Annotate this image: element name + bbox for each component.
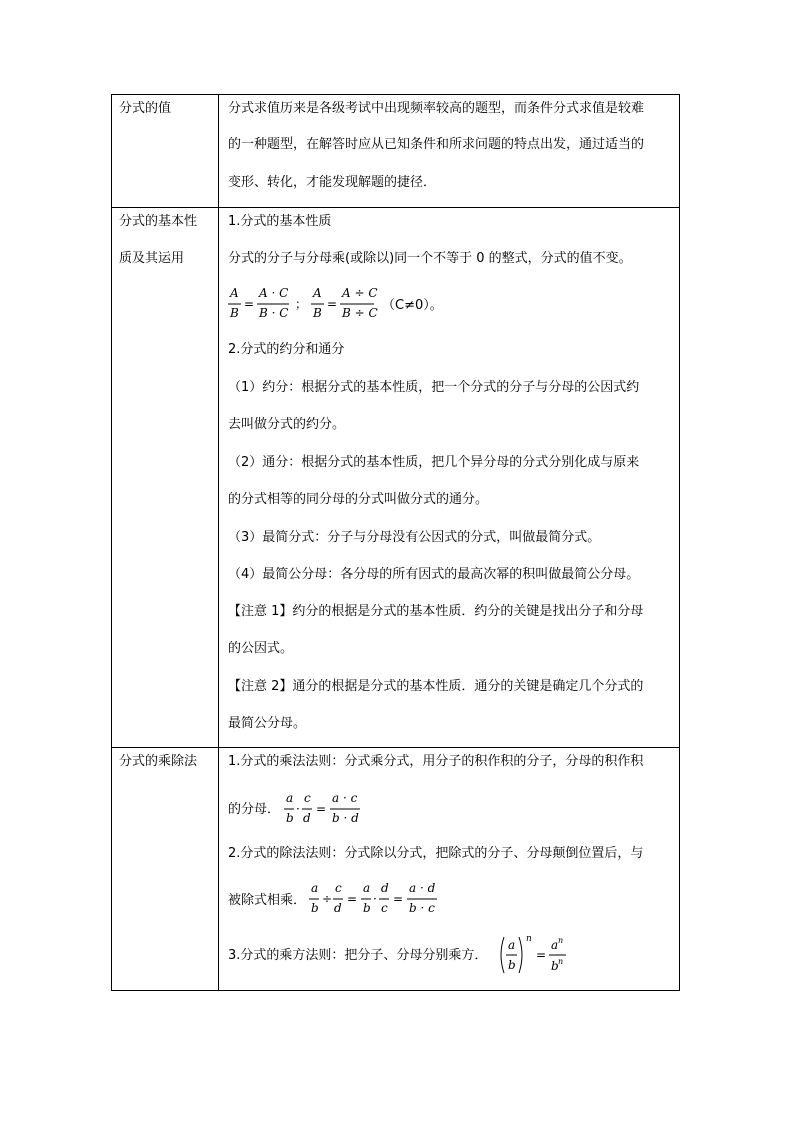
svg-text:b: b [311, 901, 319, 915]
svg-text:·: · [296, 802, 300, 816]
svg-text:a · c: a · c [332, 791, 358, 805]
svg-text:c: c [381, 901, 388, 915]
power-formula [498, 933, 578, 981]
text-line: 最简公分母。 [228, 716, 307, 731]
svg-text:a: a [551, 938, 559, 952]
svg-text:d: d [303, 811, 311, 825]
row-label-multiply-divide: 分式的乘除法 [119, 754, 198, 769]
text-line: 1.分式的基本性质 [228, 214, 332, 229]
svg-text:÷: ÷ [322, 892, 333, 906]
text-line: 【注意 2】通分的根据是分式的基本性质．通分的关键是确定几个分式的 [228, 679, 644, 694]
svg-text:b: b [551, 959, 559, 973]
text-line: 被除式相乘． [228, 893, 307, 908]
text-line: 【注意 1】约分的根据是分式的基本性质．约分的关键是找出分子和分母 [228, 604, 644, 619]
svg-text:·: · [373, 892, 377, 906]
svg-text:b: b [286, 811, 294, 825]
svg-text:B: B [313, 306, 322, 320]
svg-text:B: B [230, 306, 239, 320]
text-line: 的公因式。 [228, 641, 294, 656]
svg-text:A: A [313, 286, 322, 300]
text-line: 分式的分子与分母乘(或除以)同一个不等于 0 的整式，分式的值不变。 [228, 251, 632, 266]
text-line: 去叫做分式的约分。 [228, 417, 346, 432]
svg-text:A · C: A · C [259, 286, 289, 300]
text-line: （2）通分：根据分式的基本性质，把几个异分母的分式分别化成与原来 [228, 455, 640, 470]
svg-text:=: = [316, 802, 327, 816]
row-divider [112, 207, 679, 208]
basic-property-formula [227, 284, 387, 328]
division-formula [309, 879, 449, 923]
knowledge-table [111, 94, 680, 991]
svg-text:=: = [393, 892, 404, 906]
svg-text:b: b [508, 958, 516, 972]
svg-text:=: = [347, 892, 358, 906]
svg-text:；: ； [295, 297, 308, 311]
formula-condition: （C≠0）。 [382, 298, 443, 313]
text-line: 变形、转化，才能发现解题的捷径． [228, 175, 437, 190]
svg-text:n: n [558, 936, 564, 945]
svg-text:c: c [335, 881, 342, 895]
row-divider [112, 747, 679, 748]
svg-text:b · c: b · c [409, 901, 435, 915]
svg-text:a: a [508, 938, 516, 952]
text-line: 2.分式的约分和通分 [228, 342, 345, 357]
text-line: 1.分式的乘法法则：分式乘分式，用分子的积作积的分子，分母的积作积 [228, 754, 644, 769]
svg-text:a · d: a · d [409, 881, 436, 895]
svg-text:d: d [381, 881, 389, 895]
svg-text:a: a [286, 791, 294, 805]
svg-text:b · d: b · d [332, 811, 359, 825]
svg-text:d: d [334, 901, 342, 915]
row-label-fraction-value: 分式的值 [119, 101, 172, 116]
text-line: （3）最简分式：分子与分母没有公因式的分式，叫做最简分式。 [228, 530, 601, 545]
svg-text:a: a [311, 881, 319, 895]
text-line: 分式求值历来是各级考试中出现频率较高的题型，而条件分式求值是较难 [228, 101, 645, 116]
text-line: 的分母． [228, 802, 281, 817]
svg-text:A ÷ C: A ÷ C [342, 286, 378, 300]
svg-text:=: = [244, 297, 255, 311]
svg-text:=: = [327, 297, 338, 311]
svg-text:n: n [558, 957, 564, 966]
svg-text:b: b [363, 901, 371, 915]
column-divider [218, 95, 219, 990]
svg-text:a: a [363, 881, 371, 895]
svg-text:B · C: B · C [259, 306, 289, 320]
svg-text:B ÷ C: B ÷ C [342, 306, 378, 320]
multiplication-formula [284, 789, 374, 833]
text-line: （4）最简公分母：各分母的所有因式的最高次幂的积叫做最简公分母。 [228, 567, 640, 582]
row-label-basic-property: 质及其运用 [119, 251, 185, 266]
text-line: 的一种题型，在解答时应从已知条件和所求问题的特点出发，通过适当的 [228, 137, 645, 152]
svg-text:=: = [536, 948, 547, 962]
text-line: （1）约分：根据分式的基本性质，把一个分式的分子与分母的公因式约 [228, 380, 640, 395]
row-label-basic-property: 分式的基本性 [119, 214, 198, 229]
text-line: 2.分式的除法法则：分式除以分式，把除式的分子、分母颠倒位置后，与 [228, 846, 644, 861]
text-line: 的分式相等的同分母的分式叫做分式的通分。 [228, 492, 489, 507]
text-line: 3.分式的乘方法则：把分子、分母分别乘方． [228, 948, 488, 963]
svg-text:n: n [526, 934, 532, 944]
svg-text:c: c [304, 791, 311, 805]
svg-text:A: A [230, 286, 239, 300]
